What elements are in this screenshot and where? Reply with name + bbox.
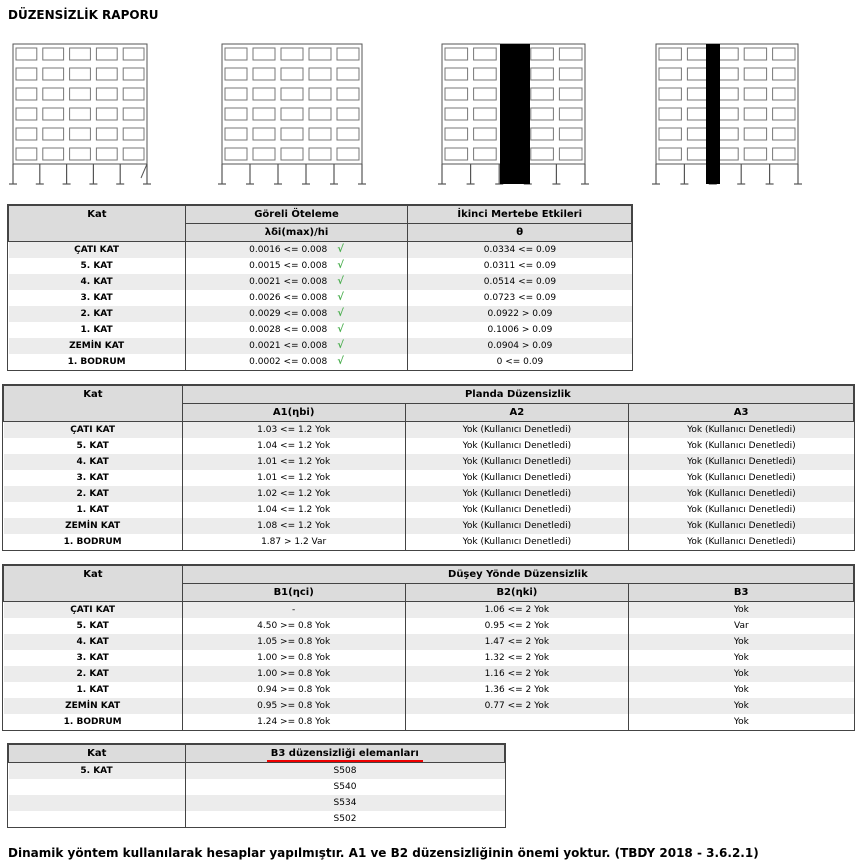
table-row — [9, 354, 632, 370]
kat-cell: ZEMİN KAT — [4, 698, 183, 714]
b2-cell: 1.47 <= 2 Yok — [405, 634, 629, 650]
second-order-cell: 0.0922 > 0.09 — [408, 306, 632, 322]
drift-value: 0.0016 <= 0.008 — [249, 245, 328, 255]
second-order-cell: 0 <= 0.09 — [408, 354, 632, 370]
drift-cell — [185, 338, 408, 354]
b1-cell: 0.94 >= 0.8 Yok — [182, 682, 405, 698]
b1-cell: 1.24 >= 0.8 Yok — [182, 714, 405, 730]
check-icon: √ — [337, 244, 344, 255]
kat-cell: 1. KAT — [4, 682, 183, 698]
b1-cell: - — [182, 602, 405, 619]
a1-cell: 1.87 > 1.2 Var — [182, 534, 405, 550]
b2-cell: 1.16 <= 2 Yok — [405, 666, 629, 682]
kat-cell: ÇATI KAT — [9, 242, 186, 259]
a3-cell: Yok (Kullanıcı Denetledi) — [629, 502, 854, 518]
table-row — [4, 454, 854, 470]
drift-cell — [185, 306, 408, 322]
b3-col-elem — [185, 745, 505, 763]
drift-cell — [185, 258, 408, 274]
second-order-cell: 0.0904 > 0.09 — [408, 338, 632, 354]
b2-cell: 0.77 <= 2 Yok — [405, 698, 629, 714]
table-row — [4, 618, 854, 634]
a3-cell: Yok (Kullanıcı Denetledi) — [629, 454, 854, 470]
kat-cell: 3. KAT — [4, 650, 183, 666]
b3-cell: Yok — [629, 634, 854, 650]
b3-col-elem-label: B3 düzensizliği elemanları — [270, 748, 419, 759]
drift-value: 0.0002 <= 0.008 — [249, 357, 328, 367]
check-icon: √ — [337, 356, 344, 367]
drift-col-drift-sub: λδi(max)/hi — [185, 224, 408, 242]
a3-cell: Yok (Kullanıcı Denetledi) — [629, 438, 854, 454]
check-icon: √ — [337, 308, 344, 319]
kat-cell: 5. KAT — [4, 438, 183, 454]
drift-cell — [185, 322, 408, 338]
drift-value: 0.0021 <= 0.008 — [249, 341, 328, 351]
drift-col-drift: Göreli Öteleme — [185, 206, 408, 224]
b3-cell: Yok — [629, 698, 854, 714]
a3-cell: Yok (Kullanıcı Denetledi) — [629, 470, 854, 486]
a2-cell: Yok (Kullanıcı Denetledi) — [405, 518, 629, 534]
b2-cell: 0.95 <= 2 Yok — [405, 618, 629, 634]
b2-cell: 1.06 <= 2 Yok — [405, 602, 629, 619]
a2-cell: Yok (Kullanıcı Denetledi) — [405, 486, 629, 502]
table-row — [9, 322, 632, 338]
a2-cell: Yok (Kullanıcı Denetledi) — [405, 502, 629, 518]
second-order-cell: 0.0334 <= 0.09 — [408, 242, 632, 259]
table-row — [9, 779, 505, 795]
a1-cell: 1.04 <= 1.2 Yok — [182, 438, 405, 454]
table-row — [4, 650, 854, 666]
table-row — [4, 486, 854, 502]
kat-cell: 1. BODRUM — [4, 714, 183, 730]
a1-cell: 1.03 <= 1.2 Yok — [182, 422, 405, 439]
element-cell: S540 — [185, 779, 505, 795]
vert-col-b2: B2(ηki) — [405, 584, 629, 602]
b1-cell: 1.00 >= 0.8 Yok — [182, 666, 405, 682]
table-row — [4, 422, 854, 439]
vert-group-header: Düşey Yönde Düzensizlik — [182, 566, 853, 584]
kat-cell: ZEMİN KAT — [9, 338, 186, 354]
a2-cell: Yok (Kullanıcı Denetledi) — [405, 534, 629, 550]
kat-cell: ÇATI KAT — [4, 422, 183, 439]
b1-cell: 4.50 >= 0.8 Yok — [182, 618, 405, 634]
kat-cell: ÇATI KAT — [4, 602, 183, 619]
vert-col-b3: B3 — [629, 584, 854, 602]
table-row — [9, 274, 632, 290]
kat-cell: 3. KAT — [4, 470, 183, 486]
drift-value: 0.0021 <= 0.008 — [249, 277, 328, 287]
b1-cell: 1.00 >= 0.8 Yok — [182, 650, 405, 666]
kat-cell: 2. KAT — [4, 666, 183, 682]
footer-note: Dinamik yöntem kullanılarak hesaplar yapılmıştır. A1 ve B2 düzensizliğinin önemi yoktur. (TBDY 2018 - 3.6.2.1) — [8, 846, 759, 860]
a2-cell: Yok (Kullanıcı Denetledi) — [405, 422, 629, 439]
a3-cell: Yok (Kullanıcı Denetledi) — [629, 422, 854, 439]
table-row — [9, 763, 505, 780]
a1-cell: 1.02 <= 1.2 Yok — [182, 486, 405, 502]
kat-cell: 5. KAT — [9, 258, 186, 274]
plan-irregularity-table — [3, 385, 854, 550]
table-row — [9, 290, 632, 306]
check-icon: √ — [337, 292, 344, 303]
table-row — [4, 698, 854, 714]
b3-cell: Yok — [629, 650, 854, 666]
table-row — [4, 602, 854, 619]
element-cell: S502 — [185, 811, 505, 827]
plan-col-kat: Kat — [4, 386, 183, 422]
check-icon: √ — [337, 276, 344, 287]
second-order-cell: 0.0723 <= 0.09 — [408, 290, 632, 306]
element-cell: S508 — [185, 763, 505, 780]
a2-cell: Yok (Kullanıcı Denetledi) — [405, 454, 629, 470]
b2-cell: 1.36 <= 2 Yok — [405, 682, 629, 698]
table-row — [4, 438, 854, 454]
b3-cell: Var — [629, 618, 854, 634]
kat-cell: 4. KAT — [9, 274, 186, 290]
b2-cell — [405, 714, 629, 730]
second-order-cell: 0.0311 <= 0.09 — [408, 258, 632, 274]
drift-col-second: İkinci Mertebe Etkileri — [408, 206, 632, 224]
drift-value: 0.0026 <= 0.008 — [249, 293, 328, 303]
check-icon: √ — [337, 260, 344, 271]
kat-cell: 5. KAT — [9, 763, 186, 780]
kat-cell: ZEMİN KAT — [4, 518, 183, 534]
kat-cell: 2. KAT — [4, 486, 183, 502]
a1-cell: 1.01 <= 1.2 Yok — [182, 470, 405, 486]
table-row — [4, 634, 854, 650]
b3-cell: Yok — [629, 666, 854, 682]
a1-cell: 1.04 <= 1.2 Yok — [182, 502, 405, 518]
drift-col-kat: Kat — [9, 206, 186, 242]
kat-cell — [9, 779, 186, 795]
plan-col-a1: A1(ηbi) — [182, 404, 405, 422]
b1-cell: 1.05 >= 0.8 Yok — [182, 634, 405, 650]
second-order-cell: 0.0514 <= 0.09 — [408, 274, 632, 290]
drift-cell — [185, 242, 408, 259]
kat-cell: 2. KAT — [9, 306, 186, 322]
drift-table — [8, 205, 632, 370]
plan-col-a2: A2 — [405, 404, 629, 422]
kat-cell: 1. BODRUM — [9, 354, 186, 370]
plan-col-a3: A3 — [629, 404, 854, 422]
b1-cell: 0.95 >= 0.8 Yok — [182, 698, 405, 714]
check-icon: √ — [337, 340, 344, 351]
plan-group-header: Planda Düzensizlik — [182, 386, 853, 404]
a3-cell: Yok (Kullanıcı Denetledi) — [629, 534, 854, 550]
drift-value: 0.0028 <= 0.008 — [249, 325, 328, 335]
kat-cell — [9, 795, 186, 811]
second-order-cell: 0.1006 > 0.09 — [408, 322, 632, 338]
a1-cell: 1.01 <= 1.2 Yok — [182, 454, 405, 470]
kat-cell: 5. KAT — [4, 618, 183, 634]
b3-elements-table — [8, 744, 505, 827]
b3-col-kat: Kat — [9, 745, 186, 763]
report-title: DÜZENSİZLİK RAPORU — [8, 8, 159, 22]
kat-cell: 4. KAT — [4, 454, 183, 470]
table-row — [9, 306, 632, 322]
table-row — [9, 258, 632, 274]
kat-cell: 4. KAT — [4, 634, 183, 650]
irregularity-frame-diagrams — [0, 36, 859, 196]
vert-col-kat: Kat — [4, 566, 183, 602]
kat-cell: 3. KAT — [9, 290, 186, 306]
table-row — [4, 534, 854, 550]
b3-cell: Yok — [629, 714, 854, 730]
element-cell: S534 — [185, 795, 505, 811]
drift-cell — [185, 290, 408, 306]
kat-cell: 1. BODRUM — [4, 534, 183, 550]
a2-cell: Yok (Kullanıcı Denetledi) — [405, 438, 629, 454]
drift-cell — [185, 354, 408, 370]
table-row — [9, 795, 505, 811]
a3-cell: Yok (Kullanıcı Denetledi) — [629, 518, 854, 534]
table-row — [4, 714, 854, 730]
kat-cell: 1. KAT — [4, 502, 183, 518]
a3-cell: Yok (Kullanıcı Denetledi) — [629, 486, 854, 502]
drift-value: 0.0015 <= 0.008 — [249, 261, 328, 271]
b2-cell: 1.32 <= 2 Yok — [405, 650, 629, 666]
vertical-irregularity-table — [3, 565, 854, 730]
drift-value: 0.0029 <= 0.008 — [249, 309, 328, 319]
kat-cell — [9, 811, 186, 827]
table-row — [4, 682, 854, 698]
table-row — [9, 811, 505, 827]
drift-col-second-sub: θ — [408, 224, 632, 242]
drift-cell — [185, 274, 408, 290]
b3-cell: Yok — [629, 602, 854, 619]
table-row — [4, 518, 854, 534]
table-row — [9, 242, 632, 259]
table-row — [4, 470, 854, 486]
table-row — [4, 502, 854, 518]
check-icon: √ — [337, 324, 344, 335]
vert-col-b1: B1(ηci) — [182, 584, 405, 602]
table-row — [9, 338, 632, 354]
b3-highlight-underline — [267, 760, 423, 762]
b3-cell: Yok — [629, 682, 854, 698]
a1-cell: 1.08 <= 1.2 Yok — [182, 518, 405, 534]
kat-cell: 1. KAT — [9, 322, 186, 338]
a2-cell: Yok (Kullanıcı Denetledi) — [405, 470, 629, 486]
table-row — [4, 666, 854, 682]
